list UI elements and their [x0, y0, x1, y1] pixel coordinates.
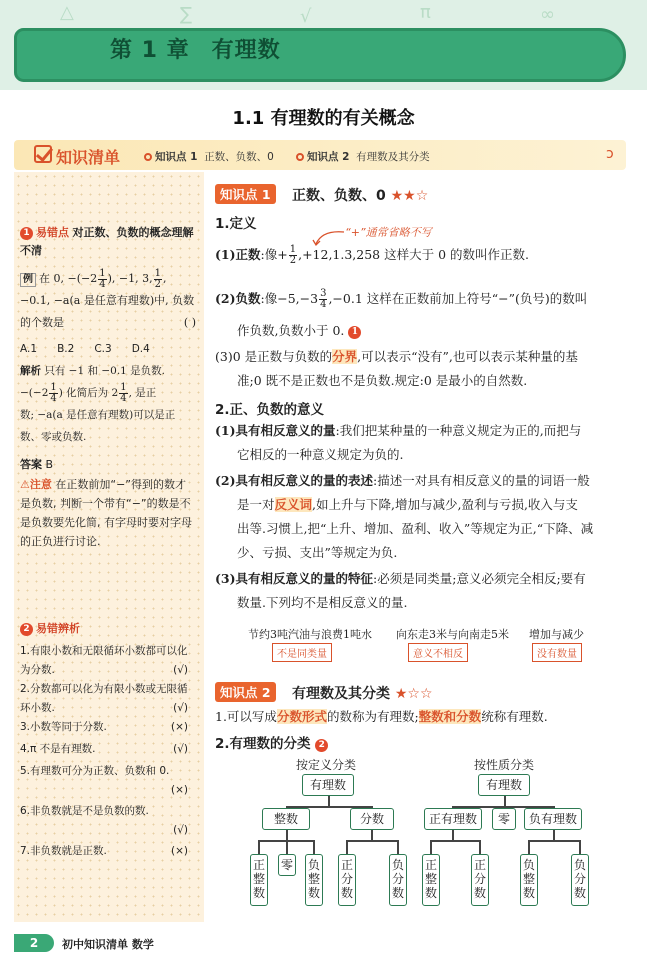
- mistake-heading: 1 易错点 对正数、负数的概念理解不清: [20, 226, 194, 257]
- analysis-tag: 解析: [20, 365, 41, 377]
- example-block: 例 在 0, −(−2 $\frac{1}{4}$ ), −1, 3, $\frac{1}{2}$ , −0.1, −a(a 是任意有理数)中, 负数的个数是 ( ): [20, 267, 196, 329]
- tree-leaf: 零: [278, 854, 296, 876]
- footer-book-title: 初中知识清单 数学: [62, 938, 154, 951]
- tree-leaf: 负整数: [520, 854, 538, 906]
- tree-caption: 按定义分类: [296, 758, 357, 772]
- tree-node: 正有理数: [424, 808, 482, 830]
- checkbox-icon: [34, 145, 52, 163]
- tree-caption: 按性质分类: [474, 758, 535, 772]
- error-analysis-heading: 2 易错辨析: [20, 620, 196, 638]
- heading-meaning: 2.正、负数的意义: [215, 402, 325, 418]
- chapter-number: 第 1 章: [110, 38, 190, 63]
- chapter-name: 有理数: [211, 38, 281, 63]
- tree-node: 零: [492, 808, 516, 830]
- tree-leaf: 正整数: [250, 854, 268, 906]
- tree-root: 有理数: [302, 774, 354, 796]
- decor-formula-icon: √: [300, 6, 312, 27]
- tree-leaf: 正分数: [471, 854, 489, 906]
- chapter-banner: [14, 28, 626, 82]
- meaning-2-cont2: 出等.习惯上,把“上升、增加、盈利、收入”等规定为正,“下降、减: [237, 521, 594, 536]
- tree-node: 负有理数: [524, 808, 582, 830]
- number-badge: 2: [20, 623, 33, 636]
- meaning-2-cont3: 少、亏损、支出”等规定为负.: [237, 545, 398, 560]
- number-badge: 1: [20, 227, 33, 240]
- list-item: 2.分数都可以化为有限小数或无限循环小数. (√): [20, 683, 188, 714]
- meaning-3-cont: 数量.下列均不是相反意义的量.: [237, 595, 408, 610]
- chapter-title: [110, 33, 303, 64]
- options-row: A.1 B.2 C.3 D.4: [20, 343, 150, 355]
- meaning-1-cont: 它相反的一种意义规定为负的.: [237, 447, 404, 462]
- knowledge-list-bar: [14, 140, 626, 170]
- example-label-box: 意义不相反: [408, 643, 468, 662]
- example-tag: 例: [20, 273, 36, 287]
- tree-leaf: 正整数: [422, 854, 440, 906]
- note-block: ⚠注意 在正数前加“−”得到的数才是负数, 判断一个带有“−”的数是不是负数要先化简, 有字母时要对字母的正负进行讨论.: [20, 478, 192, 548]
- tree-leaf: 正分数: [338, 854, 356, 906]
- list-item: 7.非负数就是正数. (×): [20, 845, 188, 857]
- heading-classification: 2.有理数的分类 2: [215, 732, 331, 752]
- meaning-3: (3)具有相反意义的量的特征:必须是同类量;意义必须完全相反;要有: [215, 571, 586, 586]
- analysis-block: 解析 只有 −1 和 −0.1 是负数. −(−2 $\frac{1}{4}$ ) 化简后为 2 $\frac{1}{4}$ , 是正 数; −a(a 是任意有理数)可以是正数、零或负数.: [20, 365, 176, 443]
- tree-leaf: 负整数: [305, 854, 323, 906]
- knowledge-point-2: 知识点 2 有理数及其分类: [296, 149, 430, 164]
- answer-line: 答案 B: [20, 458, 54, 471]
- number-badge: 2: [315, 739, 328, 752]
- tree-node: 整数: [262, 808, 310, 830]
- knowledge-point-2-title: 有理数及其分类 ★☆☆: [292, 686, 433, 702]
- negative-definition: (2)负数:像−5,−3 $\frac{3}{4}$ ,−0.1 这样在正数前加上符号“−”(负号)的数叫: [215, 288, 588, 310]
- example-pair: 增加与减少: [529, 628, 584, 641]
- negative-definition-cont: 作负数,负数小于 0. 1: [237, 320, 637, 341]
- warning-icon: ⚠: [20, 478, 30, 491]
- example-pair: 节约3吨汽油与浪费1吨水: [248, 628, 372, 641]
- zero-definition: (3)0 是正数与负数的分界,可以表示“没有”,也可以表示某种量的基: [215, 349, 578, 364]
- example-pair: 向东走3米与向南走5米: [396, 628, 509, 641]
- section-title: 1.1 有理数的有关概念: [232, 108, 415, 129]
- knowledge-list-title: 知识清单: [56, 148, 121, 167]
- meaning-2: (2)具有相反意义的量的表述:描述一对具有相反意义的量的词语一般: [215, 473, 590, 488]
- bullet-icon: [296, 153, 304, 161]
- tree-leaf: 负分数: [389, 854, 407, 906]
- sidebar-notes: [14, 172, 204, 922]
- decor-formula-icon: △: [60, 2, 74, 23]
- number-badge: 1: [348, 326, 361, 339]
- list-item: 1.有限小数和无限循环小数都可以化为分数. (√): [20, 645, 188, 676]
- positive-definition: (1)正数:像+ $\frac{1}{2}$ ,+12,1.3,258 这样大于 0 的数叫作正数.: [215, 244, 529, 266]
- difficulty-stars: ★★☆: [390, 188, 429, 204]
- decor-formula-icon: ∑: [180, 4, 193, 25]
- swirl-icon: ↄ: [606, 146, 614, 162]
- difficulty-stars: ★☆☆: [394, 686, 433, 702]
- list-item: 3.小数等同于分数. (×): [20, 721, 188, 733]
- heading-definition: 1.定义: [215, 216, 257, 232]
- list-item: 6.非负数就是不是负数的数. (√): [20, 805, 188, 836]
- decor-formula-icon: π: [420, 2, 431, 23]
- knowledge-point-1-title: 正数、负数、0 ★★☆: [292, 188, 429, 204]
- example-label-box: 不是同类量: [272, 643, 332, 662]
- tree-leaf: 负分数: [571, 854, 589, 906]
- knowledge-point-1-tag: 知识点 1: [215, 184, 276, 204]
- list-item: 4.π 不是有理数. (√): [20, 743, 188, 755]
- list-item: 5.有理数可分为正数、负数和 0. (×): [20, 765, 188, 796]
- zero-definition-cont: 准;0 既不是正数也不是负数.规定:0 是最小的自然数.: [237, 373, 528, 388]
- bullet-icon: [144, 153, 152, 161]
- knowledge-point-1: 知识点 1 正数、负数、0: [144, 149, 274, 164]
- example-label-box: 没有数量: [532, 643, 582, 662]
- meaning-2-cont: 是一对反义词,如上升与下降,增加与减少,盈利与亏损,收入与支: [237, 497, 578, 512]
- page-footer: [14, 934, 314, 954]
- true-false-list: [20, 642, 196, 864]
- knowledge-point-2-tag: 知识点 2: [215, 682, 276, 702]
- page-number: 2: [14, 934, 54, 952]
- tree-root: 有理数: [478, 774, 530, 796]
- decor-formula-icon: ∞: [540, 4, 555, 25]
- tree-node: 分数: [350, 808, 394, 830]
- rational-definition: 1.可以写成分数形式的数称为有理数;整数和分数统称有理数.: [215, 709, 548, 724]
- annotation-note: “+”通常省略不写: [345, 226, 432, 239]
- meaning-1: (1)具有相反意义的量:我们把某种量的一种意义规定为正的,而把与: [215, 423, 582, 438]
